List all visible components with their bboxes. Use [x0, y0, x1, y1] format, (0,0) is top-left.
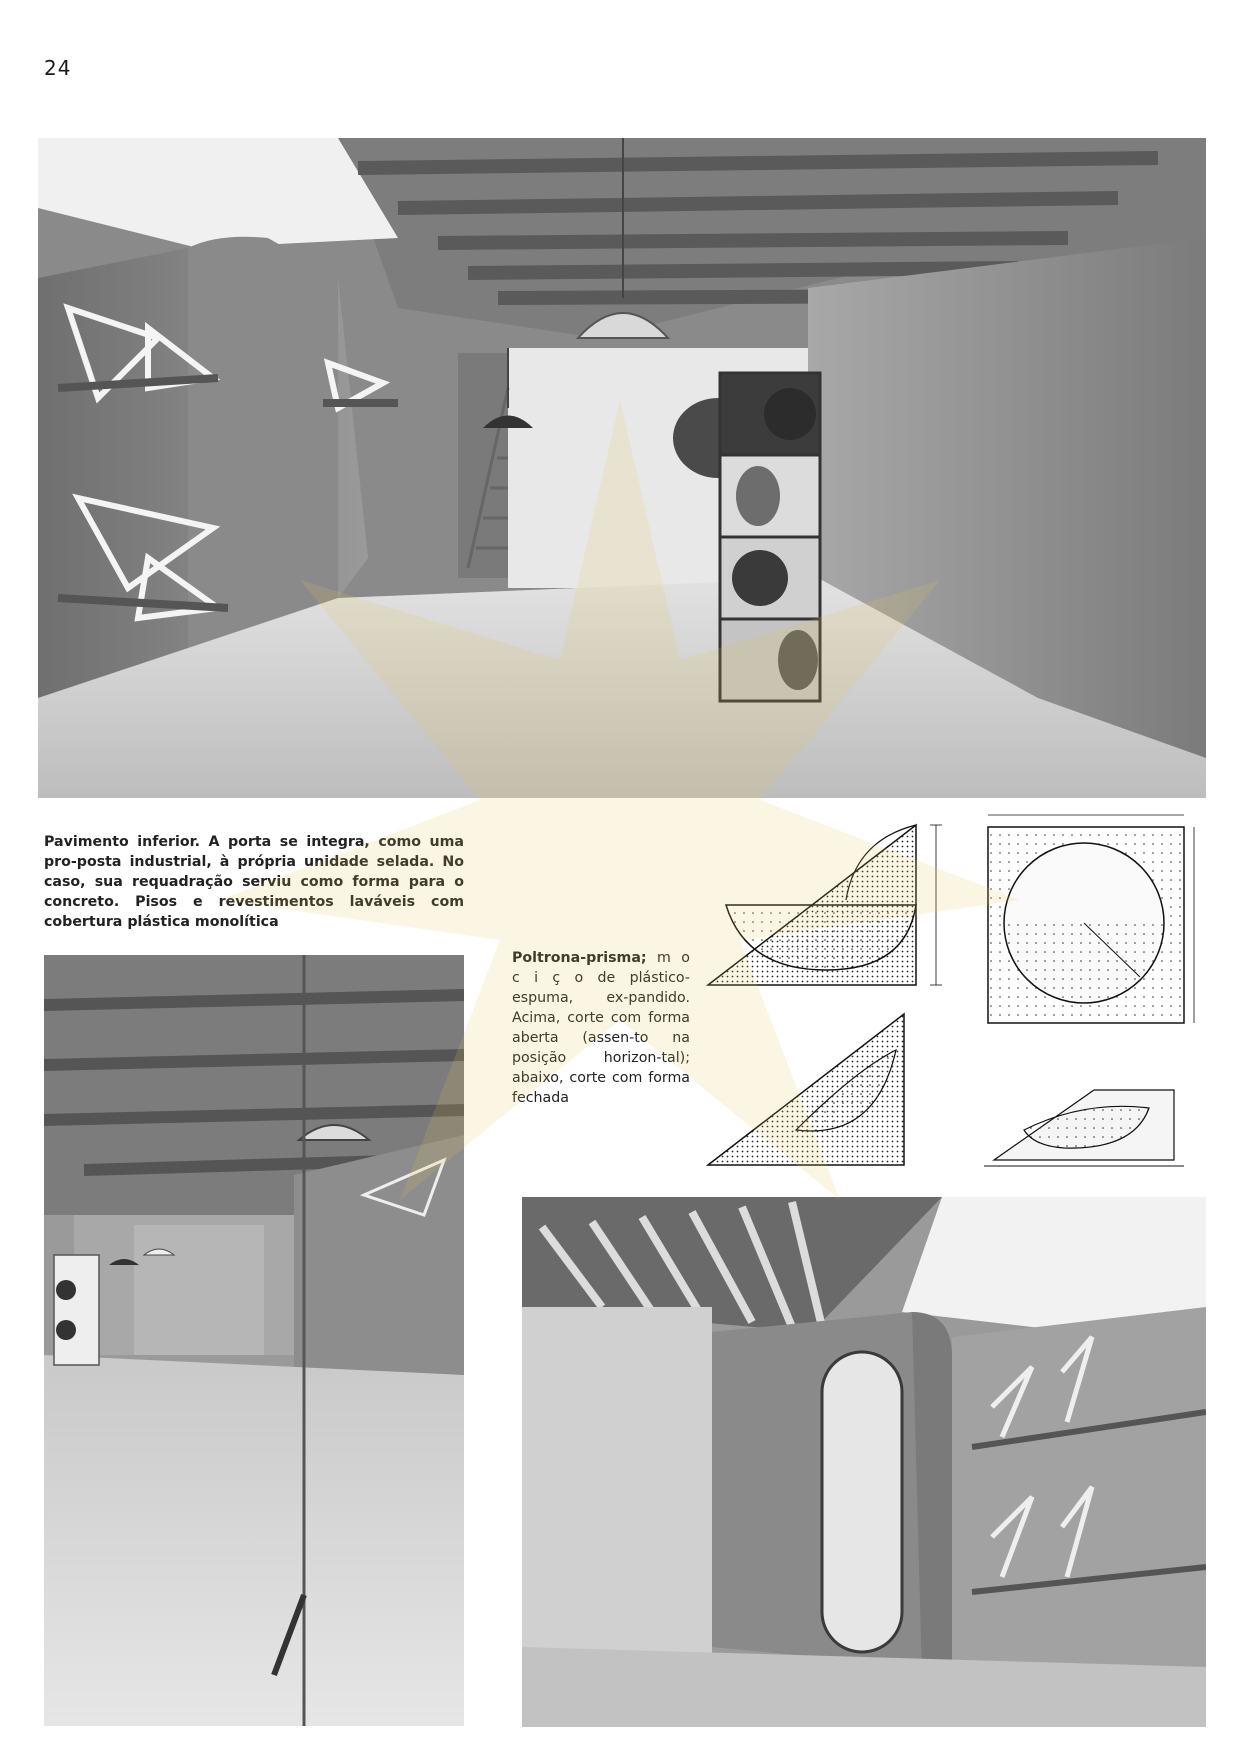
caption-chair-prism	[512, 948, 690, 1108]
drawing-seat-perspective	[984, 1080, 1194, 1170]
photo-lower-floor-corridor	[38, 138, 1206, 798]
caption-chair-lead: Poltrona-prisma;	[512, 950, 647, 966]
drawing-open-section	[706, 820, 954, 992]
photo-room-oval-door	[522, 1197, 1206, 1727]
caption-lower-floor: Pavimento inferior. A porta se integra, como uma pro-posta industrial, à própria unidade selada. No caso, sua requadração serviu como forma para o concreto. Pisos e revestimentos laváveis com cobertura plástica monolítica	[44, 834, 464, 930]
page-number: 24	[44, 56, 72, 80]
drawing-closed-section	[706, 1010, 914, 1170]
drawing-square-plan	[980, 805, 1202, 1037]
photo-corridor-glass-partition	[44, 955, 464, 1726]
caption-chair-text: m o c i ç o de plástico-espuma, ex-pandido. Acima, corte com forma aberta (assen-to na posição horizon-tal); abaixo, corte com forma fechada	[512, 950, 690, 1106]
